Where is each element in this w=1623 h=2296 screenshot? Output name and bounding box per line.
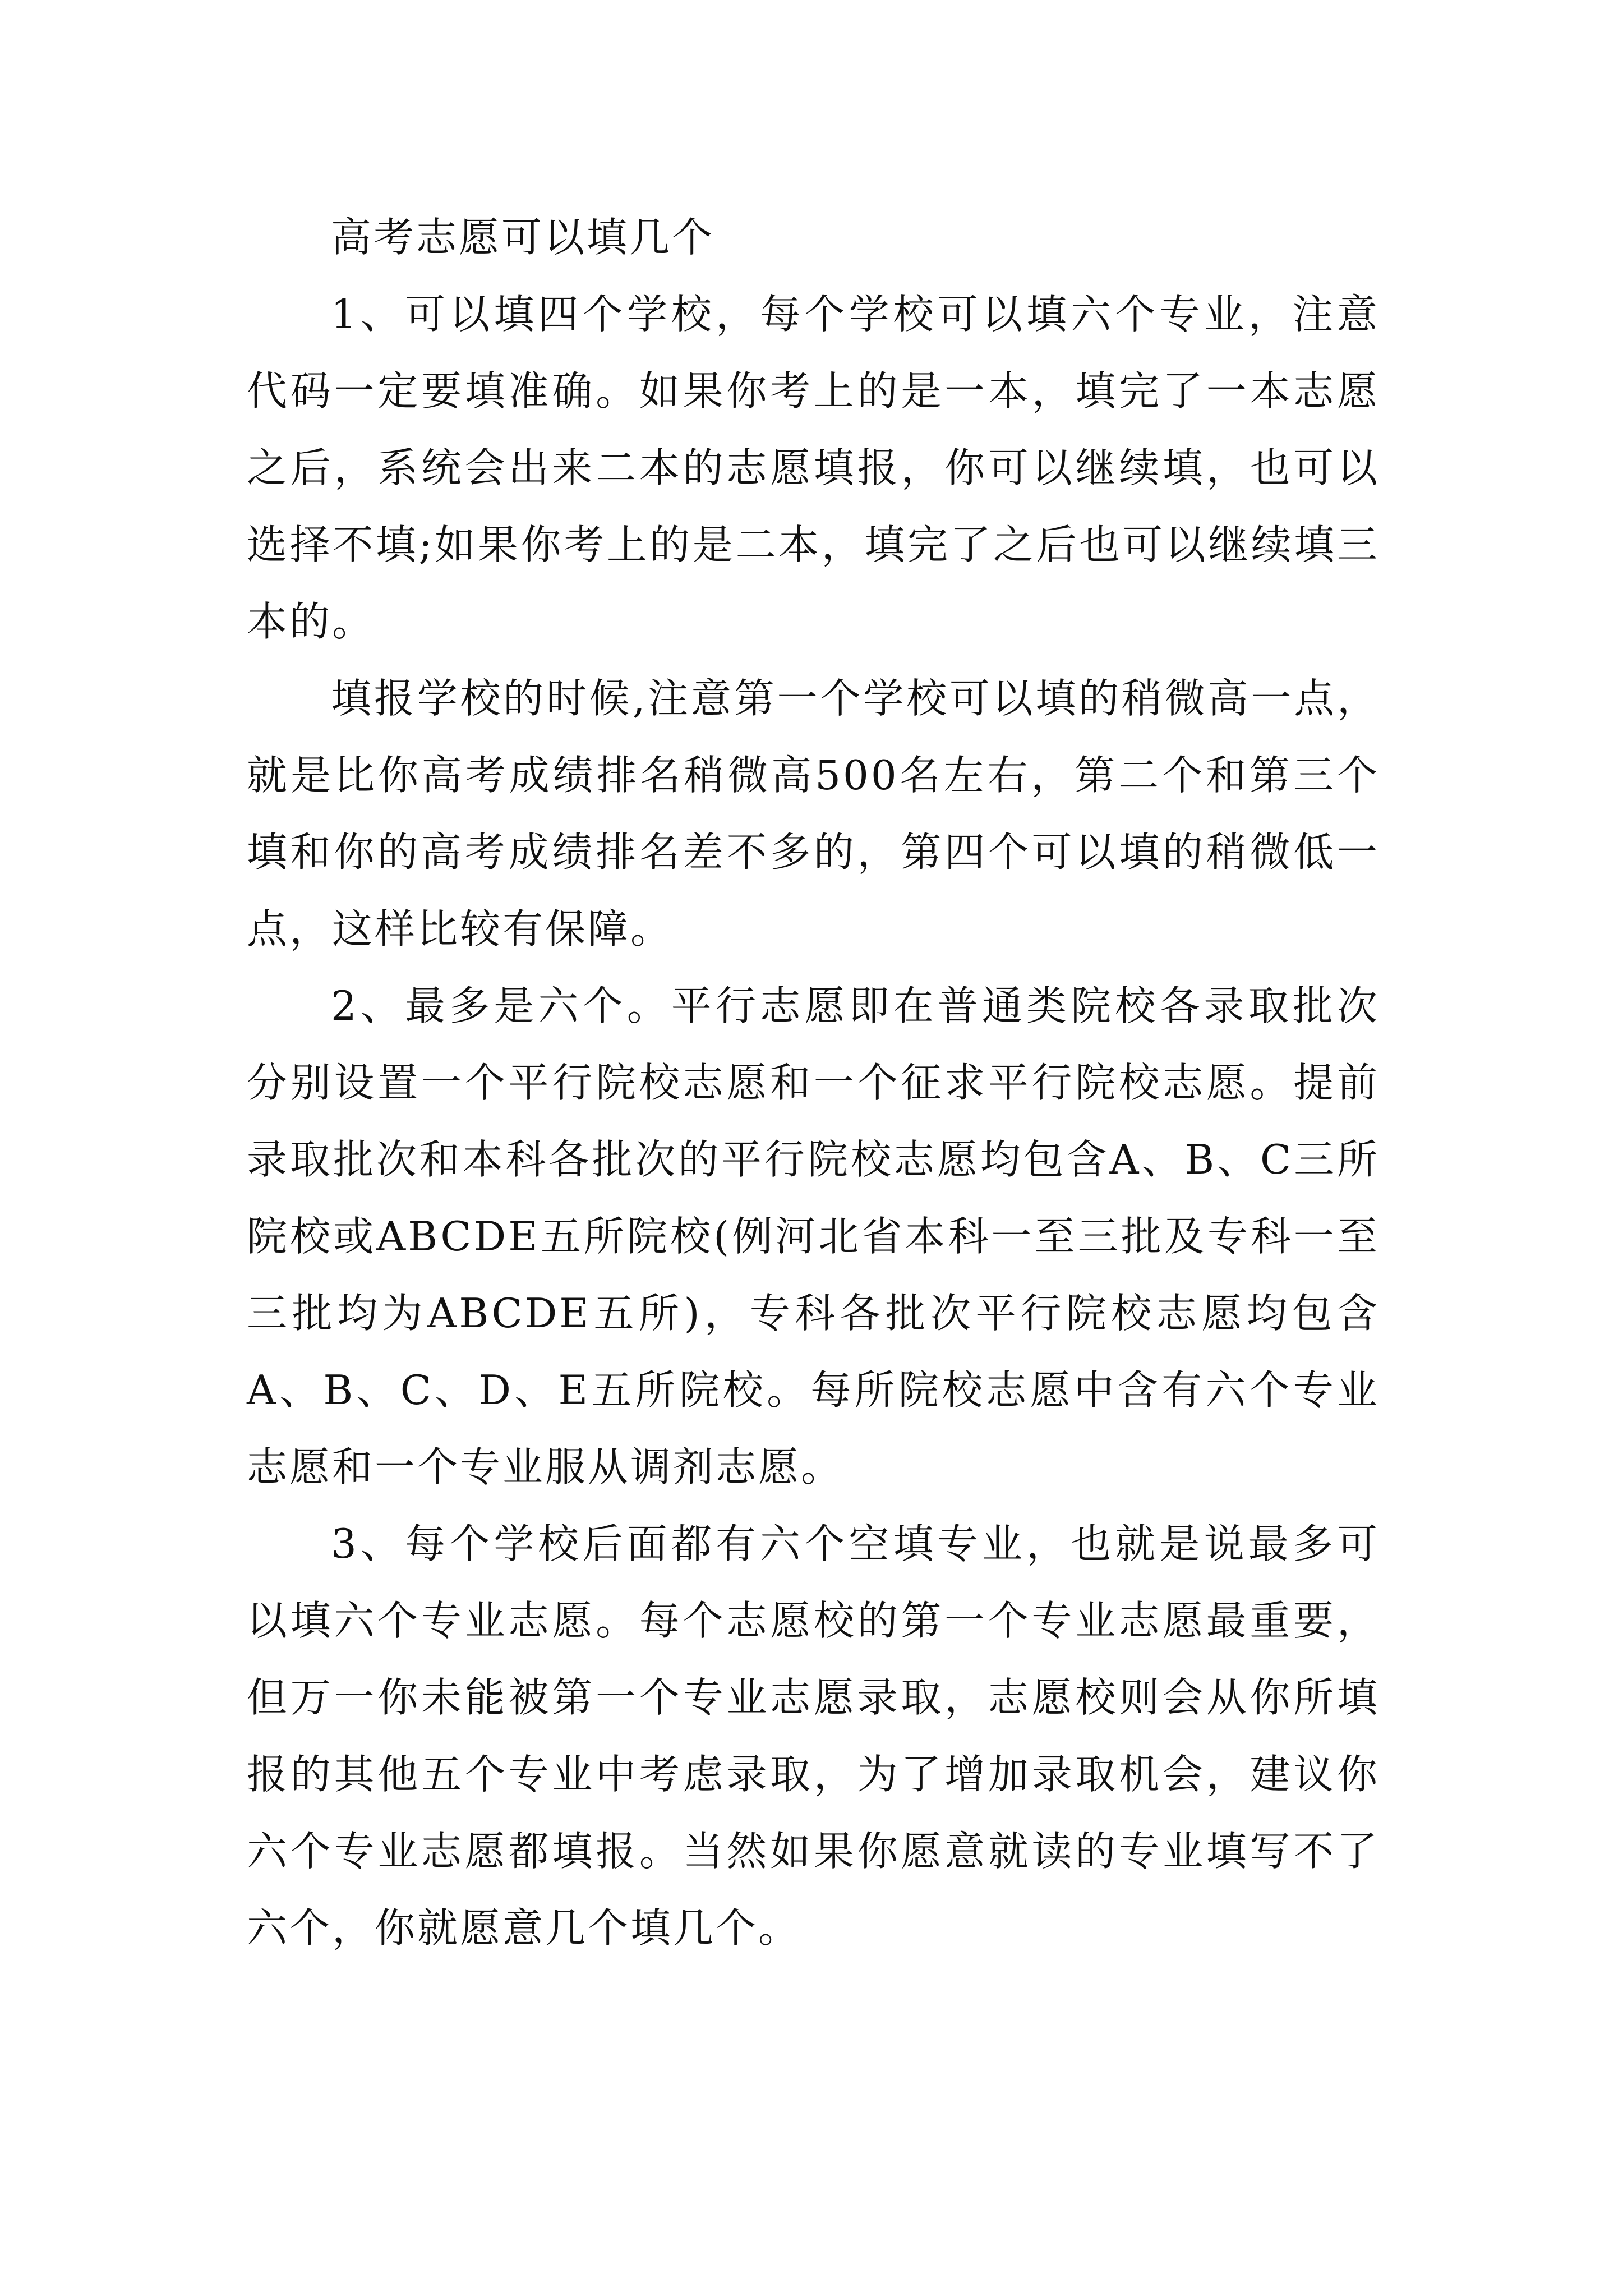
paragraph-3: 2、最多是六个。平行志愿即在普通类院校各录取批次分别设置一个平行院校志愿和一个征求平行院校志愿。提前录取批次和本科各批次的平行院校志愿均包含A、B、C三所院校或ABCDE五所院校(例河北省本科一至三批及专科一至三批均为ABCDE五所)，专科各批次平行院校志愿均包含A、B、C、D、E五所院校。每所院校志愿中含有六个专业志愿和一个专业服从调剂志愿。 [247,982,1380,1490]
paragraph-1: 1、可以填四个学校，每个学校可以填六个专业，注意代码一定要填准确。如果你考上的是一本，填完了一本志愿之后，系统会出来二本的志愿填报，你可以继续填，也可以选择不填;如果你考上的是二本，填完了之后也可以继续填三本的。 [247,291,1380,645]
document-title: 高考志愿可以填几个 [331,214,715,261]
paragraph-4: 3、每个学校后面都有六个空填专业，也就是说最多可以填六个专业志愿。每个志愿校的第一个专业志愿最重要，但万一你未能被第一个专业志愿录取，志愿校则会从你所填报的其他五个专业中考虑录取，为了增加录取机会，建议你六个专业志愿都填报。当然如果你愿意就读的专业填写不了六个，你就愿意几个填几个。 [247,1520,1380,1952]
document-body [247,199,1380,1967]
paragraph-2: 填报学校的时候,注意第一个学校可以填的稍微高一点，就是比你高考成绩排名稍微高500名左右，第二个和第三个填和你的高考成绩排名差不多的，第四个可以填的稍微低一点，这样比较有保障。 [247,675,1380,953]
